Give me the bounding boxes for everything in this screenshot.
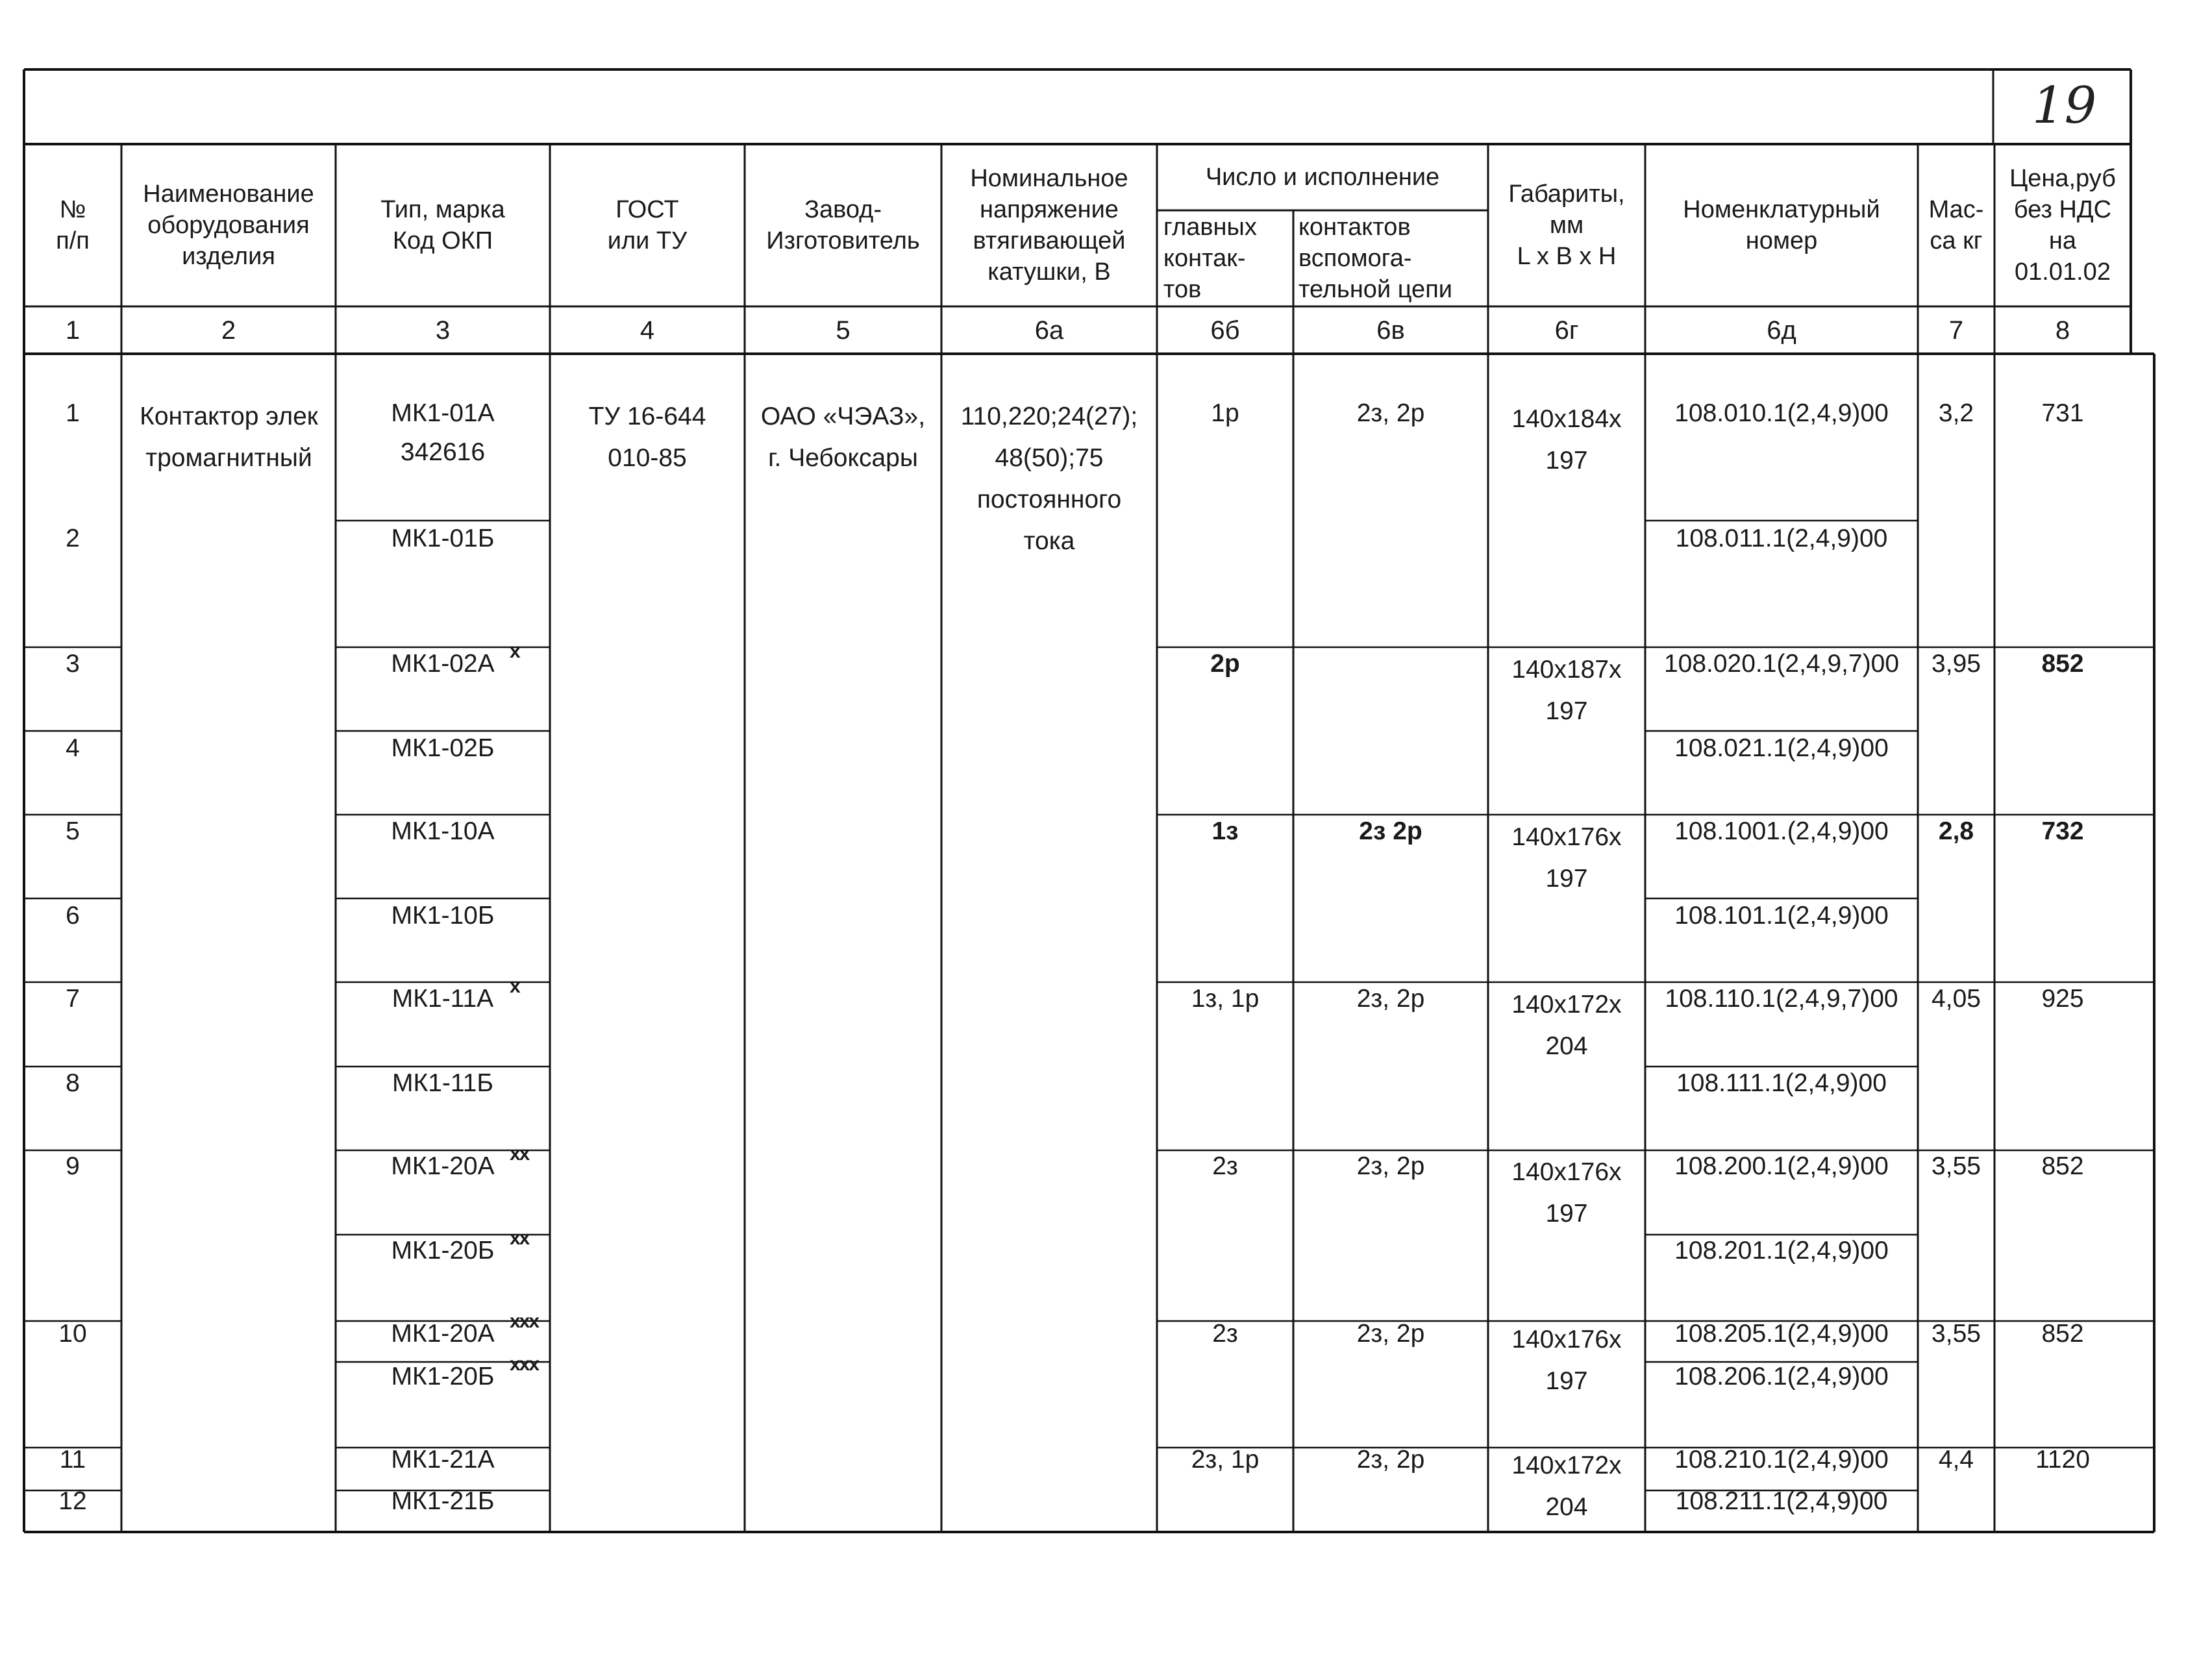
footnote-mark: ххх — [510, 1311, 539, 1332]
device-type: МК1-01Б — [391, 525, 495, 552]
dimensions — [1488, 399, 1645, 483]
nomenclature-number: 108.021.1(2,4,9)00 — [1674, 734, 1889, 762]
dimensions-line: 197 — [1545, 1200, 1588, 1228]
dimensions — [1488, 817, 1645, 901]
row-number: 10 — [58, 1320, 87, 1348]
dimensions-line: 197 — [1545, 697, 1588, 725]
nomenclature-number: 108.206.1(2,4,9)00 — [1674, 1363, 1889, 1390]
row-number: 5 — [66, 817, 80, 845]
dimensions-line: 140х172х — [1511, 1451, 1622, 1479]
main-contacts: 1з, 1р — [1191, 985, 1260, 1013]
tu-document: ТУ 16-644 010-85 — [588, 402, 706, 472]
device-type: МК1-20Б хх — [391, 1228, 529, 1265]
header-main-contacts: главных контак- тов — [1163, 214, 1257, 303]
dimensions-line: 197 — [1545, 447, 1588, 475]
aux-contacts: 2з, 2р — [1356, 1320, 1425, 1348]
dimensions — [1488, 1319, 1645, 1403]
column-number: 2 — [221, 315, 236, 345]
aux-contacts: 2з, 2р — [1356, 399, 1425, 427]
header-price: Цена,руб без НДС на 01.01.02 — [2009, 165, 2116, 286]
main-contacts: 1з — [1211, 817, 1239, 845]
nomenclature-number: 108.011.1(2,4,9)00 — [1675, 525, 1888, 552]
device-type: МК1-11А х — [391, 976, 519, 1013]
nomenclature-number: 108.101.1(2,4,9)00 — [1674, 902, 1889, 930]
coil-voltage: 110,220;24(27); 48(50);75 постоянного тока — [960, 402, 1138, 555]
mass: 2,8 — [1938, 817, 1974, 845]
device-type: МК1-20А хх — [391, 1143, 529, 1180]
device-type: МК1-20Б ххх — [391, 1353, 539, 1390]
main-contacts: 2р — [1210, 650, 1240, 678]
device-type: МК1-20А ххх — [391, 1311, 539, 1348]
price: 1120 — [2035, 1446, 2090, 1474]
dimensions-line: 140х184х — [1511, 405, 1622, 433]
device-type: МК1-02Б — [391, 734, 495, 762]
column-number: 8 — [2055, 315, 2070, 345]
mass: 3,2 — [1938, 399, 1974, 427]
nomenclature-number: 108.111.1(2,4,9)00 — [1676, 1069, 1887, 1097]
main-contacts: 2з — [1212, 1320, 1238, 1348]
dimensions-line: 140х176х — [1511, 1158, 1622, 1186]
dimensions-line: 204 — [1545, 1032, 1588, 1060]
mass: 3,55 — [1931, 1152, 1981, 1180]
footnote-mark: хх — [510, 1143, 529, 1165]
row-number: 4 — [66, 734, 80, 762]
column-number: 5 — [836, 315, 851, 345]
column-number: 1 — [65, 315, 81, 345]
row-number: 6 — [66, 902, 80, 930]
main-contacts: 2з — [1212, 1152, 1238, 1180]
aux-contacts: 2з 2р — [1359, 817, 1422, 845]
column-number: 6г — [1554, 315, 1579, 345]
row-number: 3 — [66, 650, 80, 678]
price: 732 — [2041, 817, 2084, 845]
device-type: МК1-10А — [391, 817, 495, 845]
mass: 3,55 — [1931, 1320, 1981, 1348]
price: 731 — [2041, 399, 2084, 427]
price: 852 — [2041, 1320, 2084, 1348]
mass: 4,4 — [1938, 1446, 1974, 1474]
column-number: 6д — [1767, 315, 1796, 345]
dimensions — [1488, 649, 1645, 734]
equipment-name: Контактор элек тромагнитный — [140, 402, 318, 472]
column-number: 6б — [1210, 315, 1240, 345]
nomenclature-number: 108.1001.(2,4,9)00 — [1674, 817, 1889, 845]
header-dimensions: Габариты, мм L x B x H — [1508, 180, 1625, 270]
header-manufacturer: Завод- Изготовитель — [766, 196, 920, 254]
column-number: 4 — [640, 315, 655, 345]
nomenclature-number: 108.205.1(2,4,9)00 — [1674, 1320, 1889, 1348]
footnote-mark: хх — [510, 1228, 529, 1249]
manufacturer: ОАО «ЧЭАЗ», г. Чебоксары — [760, 402, 926, 472]
nomenclature-number: 108.110.1(2,4,9,7)00 — [1665, 985, 1898, 1013]
column-number: 6в — [1376, 315, 1405, 345]
mass: 4,05 — [1931, 985, 1981, 1013]
aux-contacts: 2з, 2р — [1356, 985, 1425, 1013]
header-nomenclature: Номенклатурный номер — [1683, 196, 1880, 254]
device-type: МК1-21Б — [391, 1487, 495, 1515]
page-number: 19 — [2032, 77, 2097, 135]
dimensions-line: 197 — [1545, 1367, 1588, 1395]
row-number: 1 — [66, 399, 80, 427]
aux-contacts: 2з, 2р — [1356, 1446, 1425, 1474]
dimensions-line: 140х176х — [1511, 1326, 1622, 1353]
okp-code: 342616 — [400, 438, 486, 466]
header-equipment-name: Наименование оборудования изделия — [143, 180, 314, 270]
dimensions — [1488, 984, 1645, 1069]
dimensions — [1488, 1152, 1645, 1236]
row-number: 11 — [59, 1446, 86, 1474]
dimensions-line: 140х176х — [1511, 823, 1622, 851]
header-voltage: Номинальное напряжение втягивающей катушки, В — [970, 165, 1128, 286]
footnote-mark: х — [510, 641, 519, 662]
footnote-mark: х — [510, 976, 519, 997]
price: 852 — [2041, 1152, 2084, 1180]
header-gost: ГОСТ или ТУ — [607, 196, 688, 254]
nomenclature-number: 108.200.1(2,4,9)00 — [1674, 1152, 1889, 1180]
price: 852 — [2041, 650, 2084, 678]
row-number: 8 — [66, 1069, 80, 1097]
dimensions — [1488, 1487, 1645, 1571]
header-mass: Мас- са кг — [1928, 196, 1984, 254]
aux-contacts: 2з, 2р — [1356, 1152, 1425, 1180]
mass: 3,95 — [1931, 650, 1981, 678]
device-type: МК1-11Б — [392, 1069, 493, 1097]
header-type: Тип, марка Код ОКП — [380, 196, 505, 254]
main-contacts: 1р — [1211, 399, 1239, 427]
dimensions-line: 140х187х — [1511, 656, 1622, 684]
row-number: 12 — [58, 1487, 87, 1515]
column-number: 6а — [1034, 315, 1064, 345]
row-number: 2 — [66, 525, 80, 552]
device-type: МК1-02А х — [391, 641, 519, 678]
main-contacts: 2з, 1р — [1191, 1446, 1260, 1474]
footnote-mark: ххх — [510, 1353, 539, 1375]
row-number: 9 — [66, 1152, 80, 1180]
header-contacts-group: Число и исполнение — [1205, 164, 1440, 191]
header-number: № п/п — [56, 196, 90, 254]
nomenclature-number: 108.211.1(2,4,9)00 — [1675, 1487, 1888, 1515]
device-type: МК1-01А — [391, 399, 495, 427]
nomenclature-number: 108.210.1(2,4,9)00 — [1674, 1446, 1889, 1474]
row-number: 7 — [66, 985, 80, 1013]
nomenclature-number: 108.020.1(2,4,9,7)00 — [1663, 650, 1900, 678]
header-aux-contacts: контактов вспомога- тельной цепи — [1298, 214, 1452, 303]
column-number: 7 — [1948, 315, 1964, 345]
dimensions-line: 140х172х — [1511, 991, 1622, 1019]
nomenclature-number: 108.201.1(2,4,9)00 — [1674, 1237, 1889, 1265]
device-type: МК1-21А — [391, 1446, 495, 1474]
dimensions-line: 197 — [1545, 865, 1588, 893]
column-number: 3 — [435, 315, 451, 345]
device-type: МК1-10Б — [391, 902, 495, 930]
price: 925 — [2041, 985, 2084, 1013]
dimensions-line: 204 — [1545, 1493, 1588, 1521]
nomenclature-number: 108.010.1(2,4,9)00 — [1674, 399, 1889, 427]
